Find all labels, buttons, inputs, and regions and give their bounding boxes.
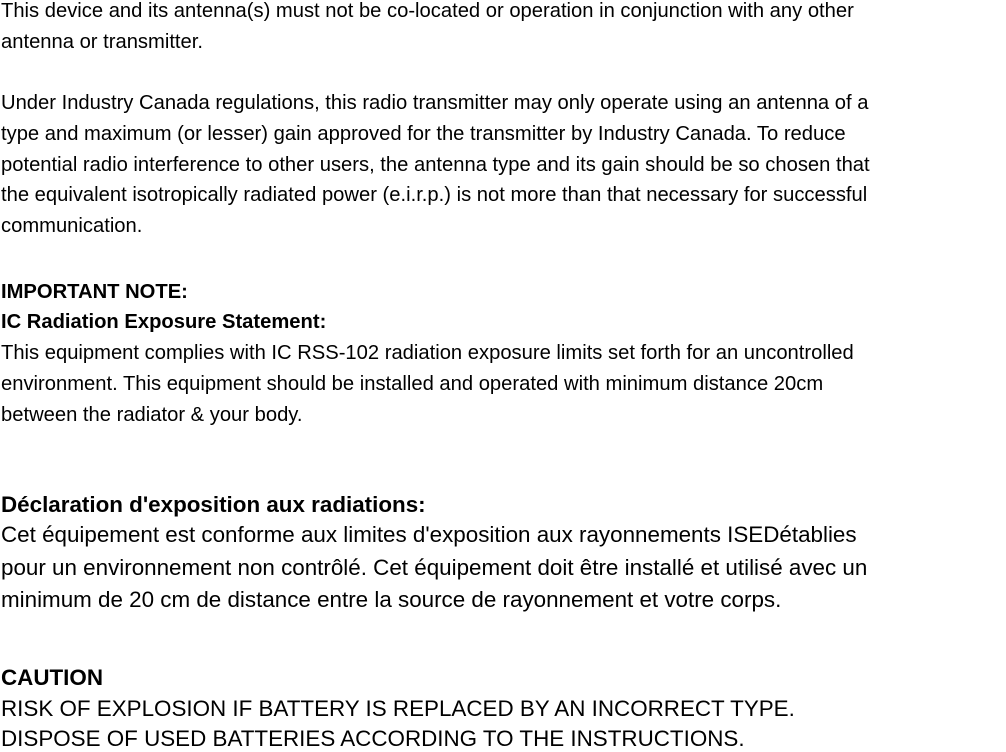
ic-radiation-line-2: environment. This equipment should be installed and operated with minimum distance 20cm bbox=[1, 373, 824, 395]
colocation-line-2: antenna or transmitter. bbox=[1, 31, 203, 53]
ic-regulations-line-2: type and maximum (or lesser) gain approved for the transmitter by Industry Canada. To reduce bbox=[1, 123, 846, 145]
ic-regulations-line-1: Under Industry Canada regulations, this radio transmitter may only operate using an antenna of a bbox=[1, 92, 869, 114]
caution-line-1: RISK OF EXPLOSION IF BATTERY IS REPLACED BY AN INCORRECT TYPE. bbox=[1, 696, 795, 721]
ic-regulations-line-5: communication. bbox=[1, 215, 143, 237]
colocation-line-1: This device and its antenna(s) must not be co-located or operation in conjunction with any other bbox=[1, 0, 854, 22]
french-declaration-heading: Déclaration d'exposition aux radiations: bbox=[1, 492, 426, 517]
french-declaration-line-2: pour un environnement non contrôlé. Cet équipement doit être installé et utilisé avec un bbox=[1, 555, 868, 580]
caution-line-2: DISPOSE OF USED BATTERIES ACCORDING TO THE INSTRUCTIONS. bbox=[1, 726, 745, 751]
ic-radiation-line-1: This equipment complies with IC RSS-102 radiation exposure limits set forth for an uncontrolled bbox=[1, 342, 854, 364]
ic-regulations-line-4: the equivalent isotropically radiated power (e.i.r.p.) is not more than that necessary for successful bbox=[1, 184, 868, 206]
french-declaration-line-3: minimum de 20 cm de distance entre la source de rayonnement et votre corps. bbox=[1, 587, 782, 612]
ic-radiation-heading: IC Radiation Exposure Statement: bbox=[1, 311, 327, 333]
ic-regulations-line-3: potential radio interference to other users, the antenna type and its gain should be so chosen that bbox=[1, 154, 870, 176]
ic-radiation-line-3: between the radiator & your body. bbox=[1, 404, 303, 426]
important-note-heading: IMPORTANT NOTE: bbox=[1, 281, 188, 303]
french-declaration-line-1: Cet équipement est conforme aux limites d'exposition aux rayonnements ISEDétablies bbox=[1, 522, 857, 547]
caution-heading: CAUTION bbox=[1, 665, 103, 690]
